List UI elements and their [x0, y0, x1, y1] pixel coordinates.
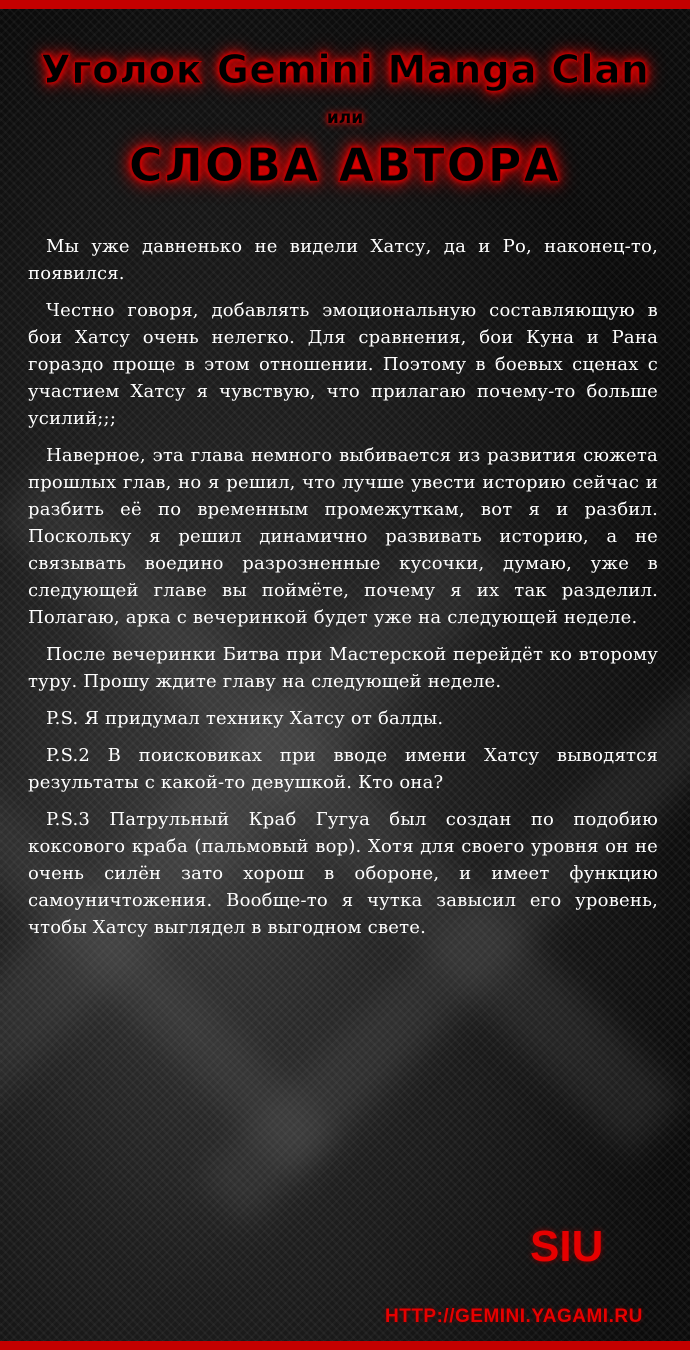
- paragraph: P.S. Я придумал технику Хатсу от балды.: [46, 708, 444, 729]
- author-signature: SIU: [530, 1222, 604, 1271]
- paragraph: P.S.3 Патрульный Краб Гугуа был создан по подобию коксового краба (пальмовый вор). Хотя для своего уровня он не очень силён зато хорош в обороне, и имеет функцию самоуничтожения. Вообще-то я чутка завысил его уровень, чтобы Хатсу выглядел в выгодном свете.: [28, 809, 658, 938]
- paragraph: Мы уже давненько не видели Хатсу, да и Ро, наконец-то, появился.: [28, 236, 658, 284]
- paragraph: Наверное, эта глава немного выбивается из развития сюжета прошлых глав, но я решил, что лучше увести историю сейчас и разбить её по временным промежуткам, вот я и разбил. Поскольку я решил динамично развивать историю, а не связывать воедино разрозненные кусочки, думаю, уже в следующей главе вы поймёте, почему я их так разделил. Полагаю, арка с вечеринкой будет уже на следующей неделе.: [28, 445, 658, 628]
- page-title: Уголок Gemini Manga Clan: [40, 48, 650, 93]
- title-conjunction: или: [326, 108, 364, 128]
- author-notes: [28, 233, 658, 951]
- bottom-border: [0, 1341, 690, 1350]
- paragraph: P.S.2 В поисковиках при вводе имени Хатсу выводятся результаты с какой-то девушкой. Кто она?: [28, 745, 658, 793]
- site-link[interactable]: HTTP://GEMINI.YAGAMI.RU: [385, 1306, 643, 1327]
- paragraph: Честно говоря, добавлять эмоциональную составляющую в бои Хатсу очень нелегко. Для сравнения, бои Куна и Рана гораздо проще в этом отношении. Поэтому в боевых сценах с участием Хатсу я чувствую, что прилагаю почему-то больше усилий;;;: [28, 300, 658, 429]
- paragraph: После вечеринки Битва при Мастерской перейдёт ко второму туру. Прошу ждите главу на следующей неделе.: [28, 644, 658, 692]
- page-subtitle: СЛОВА АВТОРА: [128, 138, 562, 192]
- top-border: [0, 0, 690, 9]
